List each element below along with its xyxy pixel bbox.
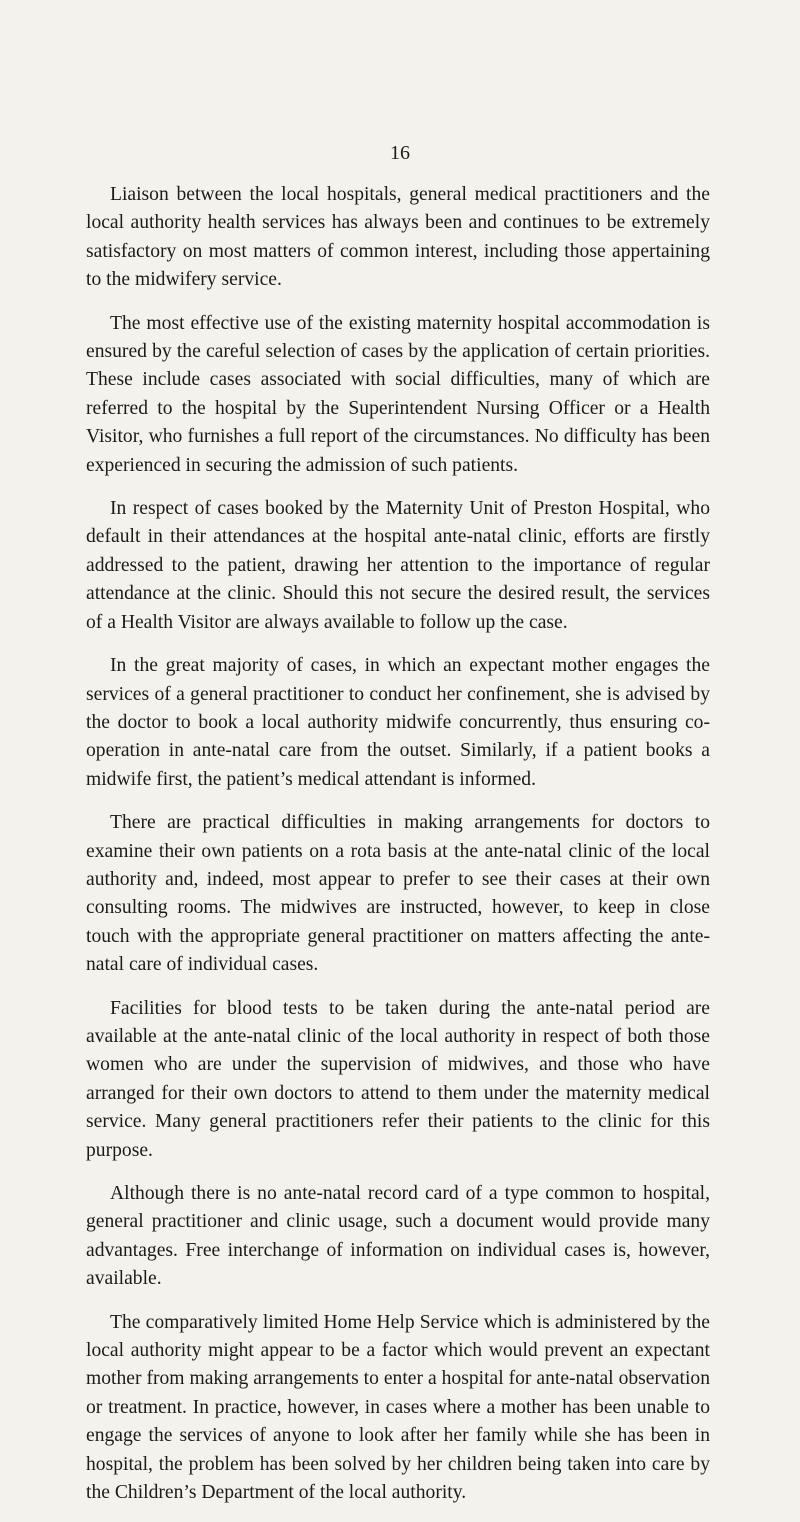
paragraph-record-card: Although there is no ante-natal record card of a type common to hospital, general practitioner and clinic usage, such a document would provide many advantages. Free interchange of information on individual cases is, however, available. bbox=[86, 1183, 710, 1290]
paragraph-accommodation: The most effective use of the existing maternity hospital accommodation is ensured by the careful selection of cases by the application of certain priorities. These include cases associated with social difficulties, many of which are referred to the hospital by the Superintendent Nursing Officer or a Health Visitor, who furnishes a full report of the circumstances. No difficulty has been experienced in securing the admission of such patients. bbox=[86, 312, 710, 476]
page-number: 16 bbox=[390, 142, 410, 164]
paragraph-midwife-booking: In the great majority of cases, in which an expectant mother engages the services of a general practitioner to conduct her confinement, she is advised by the doctor to book a local authority midwife concurrently, thus ensuring co-operation in ante-natal care from the outset. Similarly, if a patient books a midwife first, the patient’s medical attendant is informed. bbox=[86, 655, 710, 790]
body-text bbox=[86, 181, 710, 1522]
paragraph-default-attendance: In respect of cases booked by the Maternity Unit of Preston Hospital, who default in their attendances at the hospital ante-natal clinic, efforts are firstly addressed to the patient, drawing her attention to the importance of regular attendance at the clinic. Should this not secure the desired result, the services of a Health Visitor are always available to follow up the case. bbox=[86, 498, 710, 633]
paragraph-home-help: The comparatively limited Home Help Service which is administered by the local authority might appear to be a factor which would prevent an expectant mother from making arrangements to enter a hospital for ante-natal observation or treatment. In practice, however, in cases where a mother has been unable to engage the services of anyone to look after her family while she has been in hospital, the problem has been solved by her children being taken into care by the Children’s Department of the local authority. bbox=[86, 1311, 710, 1504]
paragraph-blood-tests: Facilities for blood tests to be taken during the ante-natal period are available at the ante-natal clinic of the local authority in respect of both those women who are under the supervision of midwives, and those who have arranged for their own doctors to attend to them under the maternity medical service. Many general practitioners refer their patients to the clinic for this purpose. bbox=[86, 997, 710, 1161]
paragraph-liaison: Liaison between the local hospitals, general medical practitioners and the local authority health services has always been and continues to be extremely satisfactory on most matters of common interest, including those appertaining to the midwifery service. bbox=[86, 184, 710, 291]
paragraph-rota-difficulties: There are practical difficulties in making arrangements for doctors to examine their own patients on a rota basis at the ante-natal clinic of the local authority and, indeed, most appear to prefer to see their cases at their own consulting rooms. The midwives are instructed, however, to keep in close touch with the appropriate general practitioner on matters affecting the ante-natal care of individual cases. bbox=[86, 812, 710, 976]
